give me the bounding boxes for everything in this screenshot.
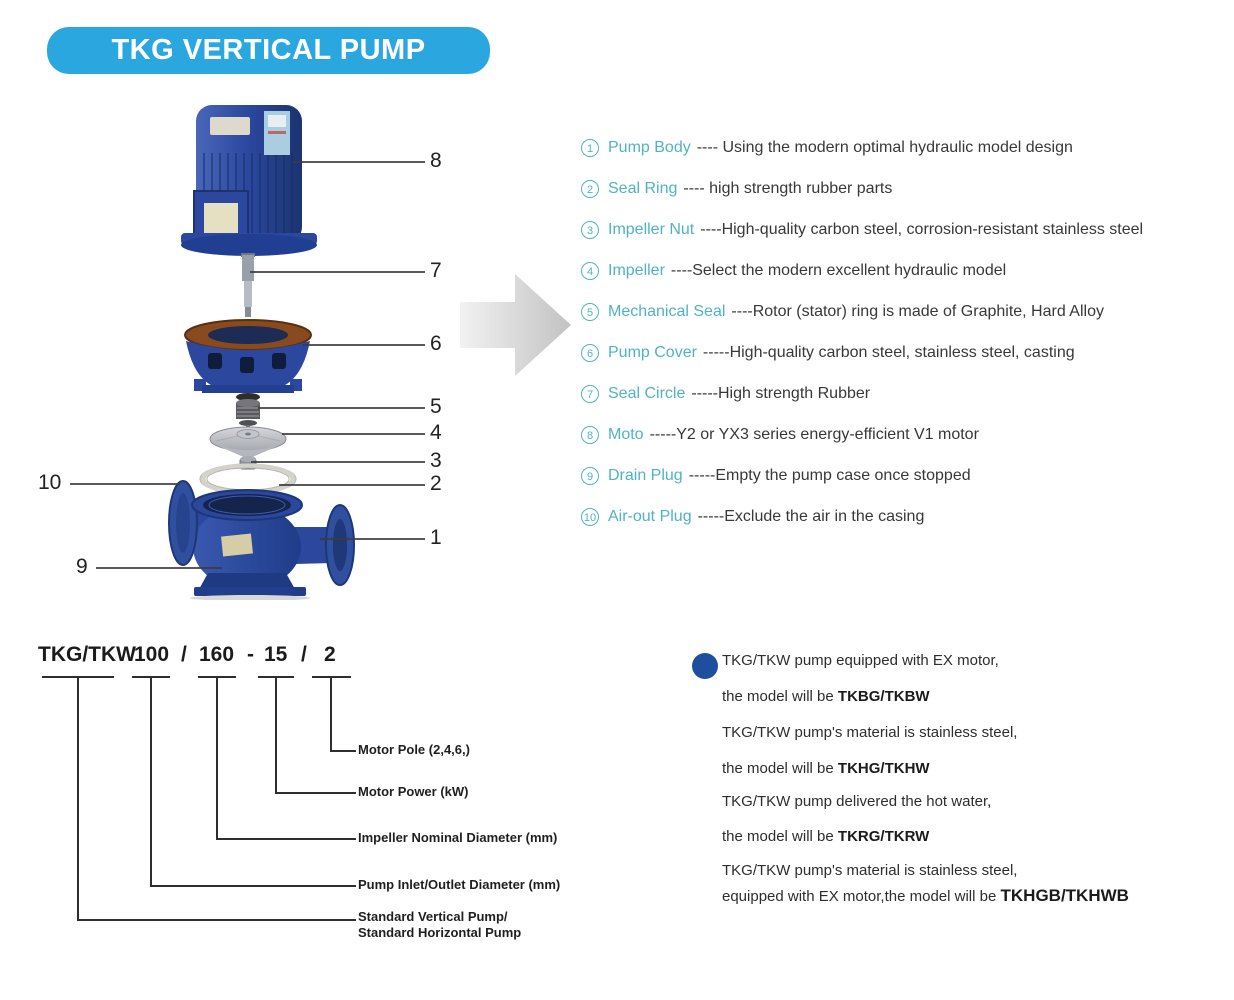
callout-line — [303, 344, 425, 346]
title-banner — [47, 27, 490, 74]
part-description: ---- Using the modern optimal hydraulic model design — [696, 138, 1073, 156]
callout-line — [251, 461, 425, 463]
model-name: TKRG/TKRW — [837, 828, 930, 845]
part-number-badge: 2 — [581, 180, 599, 198]
note-text: TKG/TKW pump delivered the hot water, — [722, 793, 992, 810]
list-item — [581, 496, 1143, 537]
code-connector — [216, 838, 356, 840]
motor-part — [181, 105, 317, 256]
part-number-badge: 8 — [581, 426, 599, 444]
part-description: -----High strength Rubber — [691, 384, 871, 402]
part-description: ---- high strength rubber parts — [683, 179, 893, 197]
code-label: Motor Pole (2,4,6,) — [358, 742, 470, 757]
parts-list — [581, 127, 1143, 537]
part-number-badge: 3 — [581, 221, 599, 239]
note-text: the model will be TKBG/TKBW — [722, 688, 930, 705]
model-code-segment: / — [301, 643, 307, 666]
code-label: Pump Inlet/Outlet Diameter (mm) — [358, 877, 561, 892]
part-name: Pump Body — [608, 138, 691, 156]
model-code-segment: 15 — [264, 643, 288, 666]
code-connector — [150, 885, 356, 887]
callout-number: 7 — [430, 259, 442, 282]
callout-number: 5 — [430, 395, 442, 418]
callout-number: 3 — [430, 449, 442, 472]
code-label: Motor Power (kW) — [358, 784, 469, 799]
list-item — [581, 455, 1143, 496]
arrow-right-icon — [458, 262, 576, 384]
code-label: Standard Vertical Pump/ — [358, 909, 508, 924]
list-item — [581, 332, 1143, 373]
callout-number: 10 — [38, 471, 62, 494]
model-name: TKHG/TKHW — [837, 760, 930, 777]
model-code-segment: TKG/TKW — [38, 643, 136, 666]
callout-line — [279, 484, 425, 486]
code-connector — [216, 676, 218, 840]
code-connector — [150, 676, 152, 887]
note-text: equipped with EX motor,the model will be TKHGB/TKHWB — [722, 886, 1129, 905]
part-name: Seal Circle — [608, 384, 686, 402]
part-description: -----High-quality carbon steel, stainless steel, casting — [702, 343, 1075, 361]
part-description: ----High-quality carbon steel, corrosion-resistant stainless steel — [700, 220, 1144, 238]
callout-line — [293, 161, 425, 163]
callout-line — [258, 407, 425, 409]
list-item — [581, 250, 1143, 291]
variant-notes — [692, 641, 1152, 931]
part-name: Drain Plug — [608, 466, 683, 484]
callout-line — [70, 483, 180, 485]
model-name: TKBG/TKBW — [837, 688, 930, 705]
callout-number: 1 — [430, 526, 442, 549]
impeller-part — [210, 427, 286, 459]
code-label: Impeller Nominal Diameter (mm) — [358, 830, 558, 845]
part-number-badge: 10 — [581, 508, 599, 526]
callout-line — [250, 271, 425, 273]
code-connector — [77, 919, 356, 921]
part-name: Impeller Nut — [608, 220, 695, 238]
callout-number: 4 — [430, 421, 442, 444]
note-text: TKG/TKW pump's material is stainless steel, — [722, 724, 1018, 741]
part-name: Moto — [608, 425, 644, 443]
list-item — [581, 209, 1143, 250]
model-code-segment: / — [181, 643, 187, 666]
page-title: TKG VERTICAL PUMP — [111, 34, 426, 66]
code-connector — [275, 792, 356, 794]
part-number-badge: 6 — [581, 344, 599, 362]
code-connector — [77, 676, 79, 921]
callout-line — [96, 567, 222, 569]
model-code-segment: 2 — [324, 643, 336, 666]
callout-number: 2 — [430, 472, 442, 495]
part-name: Pump Cover — [608, 343, 697, 361]
note-text: TKG/TKW pump's material is stainless steel, — [722, 862, 1018, 879]
part-description: -----Exclude the air in the casing — [697, 507, 925, 525]
shaft-part — [241, 253, 255, 317]
list-item — [581, 373, 1143, 414]
callout-number: 9 — [76, 555, 88, 578]
code-label: Standard Horizontal Pump — [358, 925, 522, 940]
note-text: the model will be TKHG/TKHW — [722, 760, 930, 777]
part-name: Mechanical Seal — [608, 302, 726, 320]
callout-number: 8 — [430, 149, 442, 172]
model-code-segment: - — [247, 643, 254, 666]
code-connector — [330, 750, 356, 752]
callout-line — [282, 433, 425, 435]
part-description: ----Rotor (stator) ring is made of Graphite, Hard Alloy — [731, 302, 1104, 320]
part-number-badge: 4 — [581, 262, 599, 280]
part-name: Impeller — [608, 261, 665, 279]
part-number-badge: 1 — [581, 139, 599, 157]
part-number-badge: 5 — [581, 303, 599, 321]
pump-body-part — [169, 481, 354, 600]
bullet-icon — [692, 653, 718, 679]
note-text: the model will be TKRG/TKRW — [722, 828, 930, 845]
model-code-segment: 100 — [134, 643, 170, 666]
list-item — [581, 127, 1143, 168]
list-item — [581, 414, 1143, 455]
part-description: -----Y2 or YX3 series energy-efficient V1 motor — [649, 425, 979, 443]
callout-line — [320, 538, 425, 540]
part-number-badge: 7 — [581, 385, 599, 403]
code-connector — [275, 676, 277, 794]
list-item — [581, 291, 1143, 332]
note-text: TKG/TKW pump equipped with EX motor, — [722, 652, 999, 669]
callout-number: 6 — [430, 332, 442, 355]
list-item — [581, 168, 1143, 209]
pump-cover-part — [185, 320, 311, 393]
code-connector — [330, 676, 332, 752]
part-description: ----Select the modern excellent hydraulic model — [670, 261, 1007, 279]
model-code-segment: 160 — [199, 643, 235, 666]
part-name: Seal Ring — [608, 179, 678, 197]
part-number-badge: 9 — [581, 467, 599, 485]
model-name: TKHGB/TKHWB — [1000, 886, 1129, 905]
part-name: Air-out Plug — [608, 507, 692, 525]
part-description: -----Empty the pump case once stopped — [688, 466, 971, 484]
